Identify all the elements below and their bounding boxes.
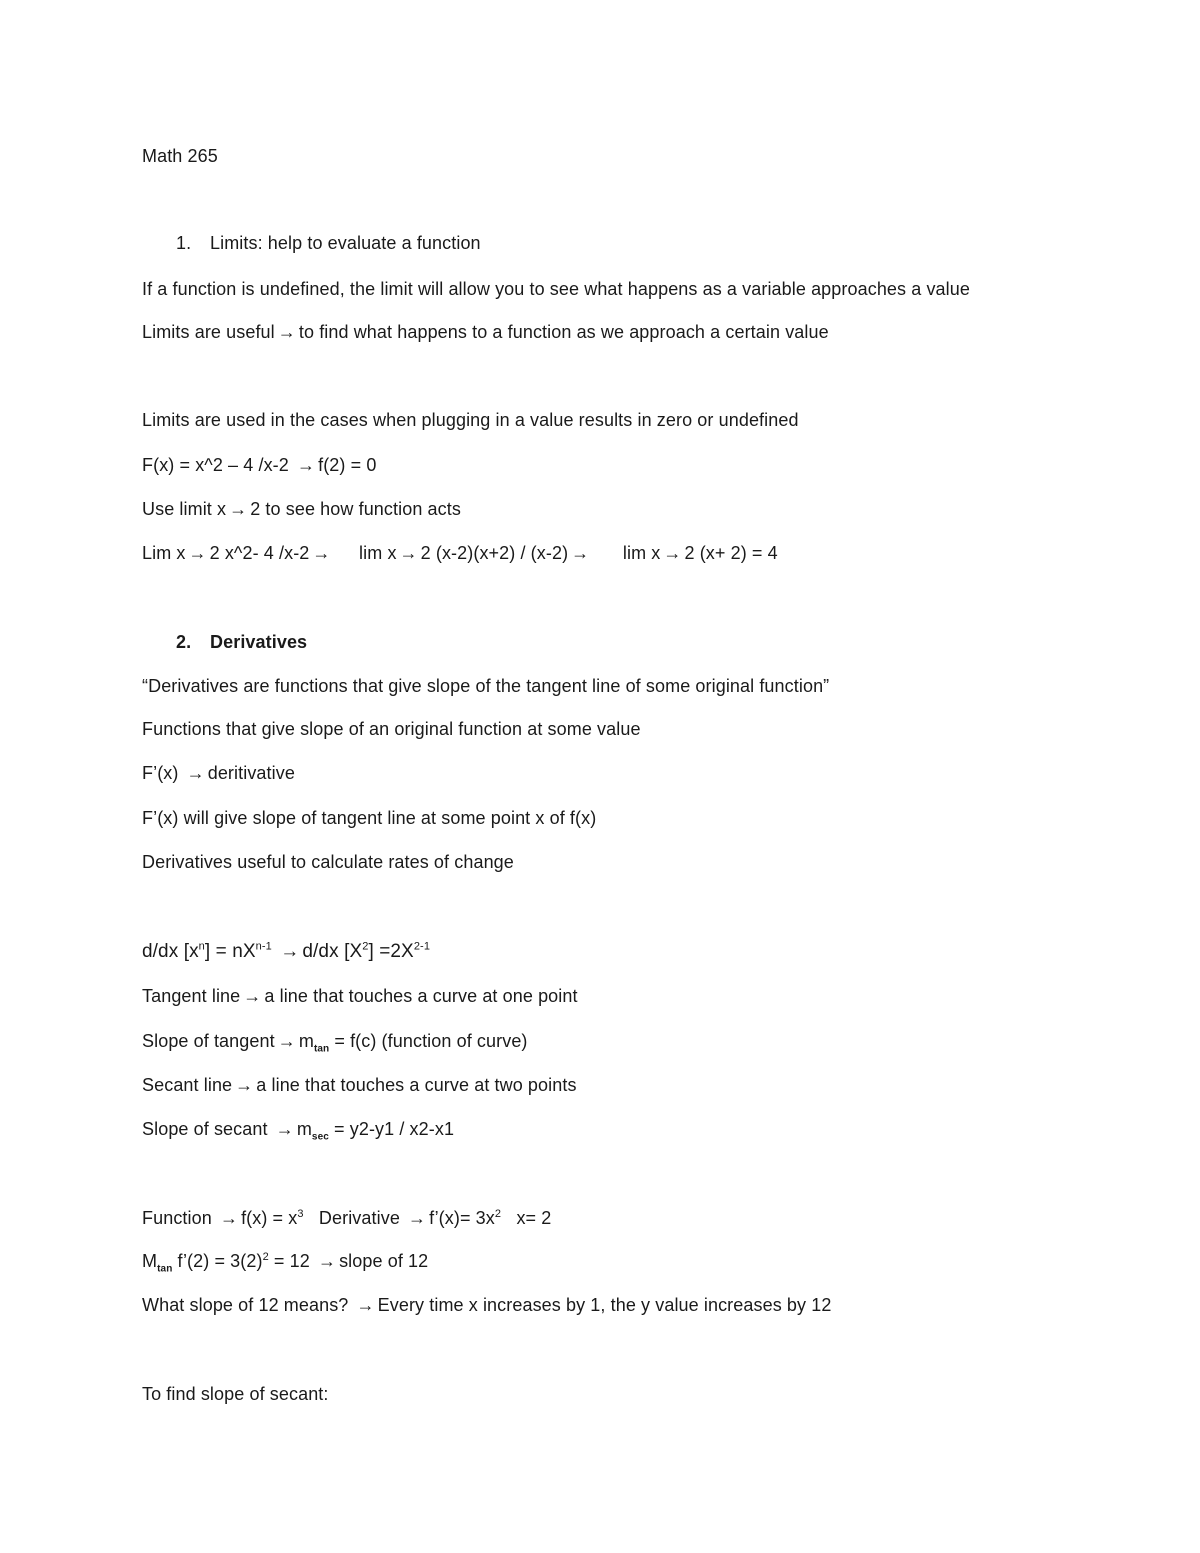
derivatives-line-2: F’(x) → deritivative bbox=[142, 763, 295, 783]
derivatives-line-4: Derivatives useful to calculate rates of change bbox=[142, 852, 514, 872]
tangent-line-def: Tangent line → a line that touches a curve at one point bbox=[142, 986, 578, 1006]
secant-slope-heading: To find slope of secant: bbox=[142, 1384, 329, 1404]
derivative-example: Function → $f(x) = x^3$ Derivative → f’(x)= $3x^2$ x= 2 bbox=[142, 1208, 552, 1228]
slope-meaning: What slope of 12 means? → Every time x increases by 1, the y value increases by 12 bbox=[142, 1295, 832, 1315]
arrow-icon: → bbox=[663, 543, 682, 563]
arrow-icon: → bbox=[229, 499, 248, 519]
arrow-icon: → bbox=[219, 1208, 239, 1228]
derivatives-quote: “Derivatives are functions that give slope of the tangent line of some original function” bbox=[142, 676, 830, 696]
limits-line-1: If a function is undefined, the limit will allow you to see what happens as a variable approaches a value bbox=[142, 279, 970, 299]
arrow-icon: → bbox=[277, 1031, 296, 1051]
arrow-icon: → bbox=[571, 543, 590, 563]
limits-example-function: F(x) = x^2 – 4 /x-2 → f(2) = 0 bbox=[142, 455, 377, 475]
section-1-number: 1. bbox=[176, 233, 192, 253]
limits-use-limit: Use limit x → 2 to see how function acts bbox=[142, 499, 461, 519]
limits-line-2: Limits are useful → to find what happens to a function as we approach a certain value bbox=[142, 322, 829, 342]
slope-of-tangent: Slope of tangent → $m_{tan} = f(c)$ (function of curve) bbox=[142, 1031, 528, 1055]
arrow-icon: → bbox=[356, 1295, 375, 1315]
arrow-icon: → bbox=[408, 1208, 427, 1228]
arrow-icon: → bbox=[186, 763, 205, 783]
derivatives-line-1: Functions that give slope of an original function at some value bbox=[142, 719, 641, 739]
secant-line-def: Secant line → a line that touches a curve at two points bbox=[142, 1075, 577, 1095]
doc-title: Math 265 bbox=[142, 146, 218, 166]
section-2-number: 2. bbox=[176, 632, 192, 652]
arrow-icon: → bbox=[235, 1075, 254, 1095]
section-1-heading: 1. Limits: help to evaluate a function bbox=[176, 233, 481, 253]
arrow-icon: → bbox=[275, 1119, 294, 1139]
power-rule: d/dx $[x^n] = nX^{n-1} \to d/dx$ $[X^2] =2X^{2-1}$ bbox=[142, 940, 431, 962]
arrow-icon: → bbox=[399, 543, 418, 563]
arrow-icon: → bbox=[312, 543, 331, 563]
arrow-icon: → bbox=[243, 986, 262, 1006]
limits-line-3: Limits are used in the cases when plugging in a value results in zero or undefined bbox=[142, 410, 799, 430]
arrow-icon: → bbox=[297, 455, 316, 475]
arrow-icon: → bbox=[188, 543, 207, 563]
derivatives-line-3: F’(x) will give slope of tangent line at some point x of f(x) bbox=[142, 808, 597, 828]
section-2-heading: 2. Derivatives bbox=[176, 632, 308, 652]
slope-of-secant: Slope of secant → $m_{sec} = y2-y1 / x2-x1$ bbox=[142, 1119, 455, 1143]
arrow-icon: → bbox=[280, 941, 300, 962]
limits-evaluation: Lim x → 2 x^2- 4 /x-2 → lim x → 2 (x-2)(x+2) / (x-2) → lim x → 2 (x+ 2) = 4 bbox=[142, 543, 778, 563]
arrow-icon: → bbox=[317, 1251, 337, 1271]
arrow-icon: → bbox=[277, 322, 296, 342]
mtan-example: $M_{tan}$ f’(2) = $3(2)^2 = 12$ → slope of 12 bbox=[142, 1251, 429, 1275]
